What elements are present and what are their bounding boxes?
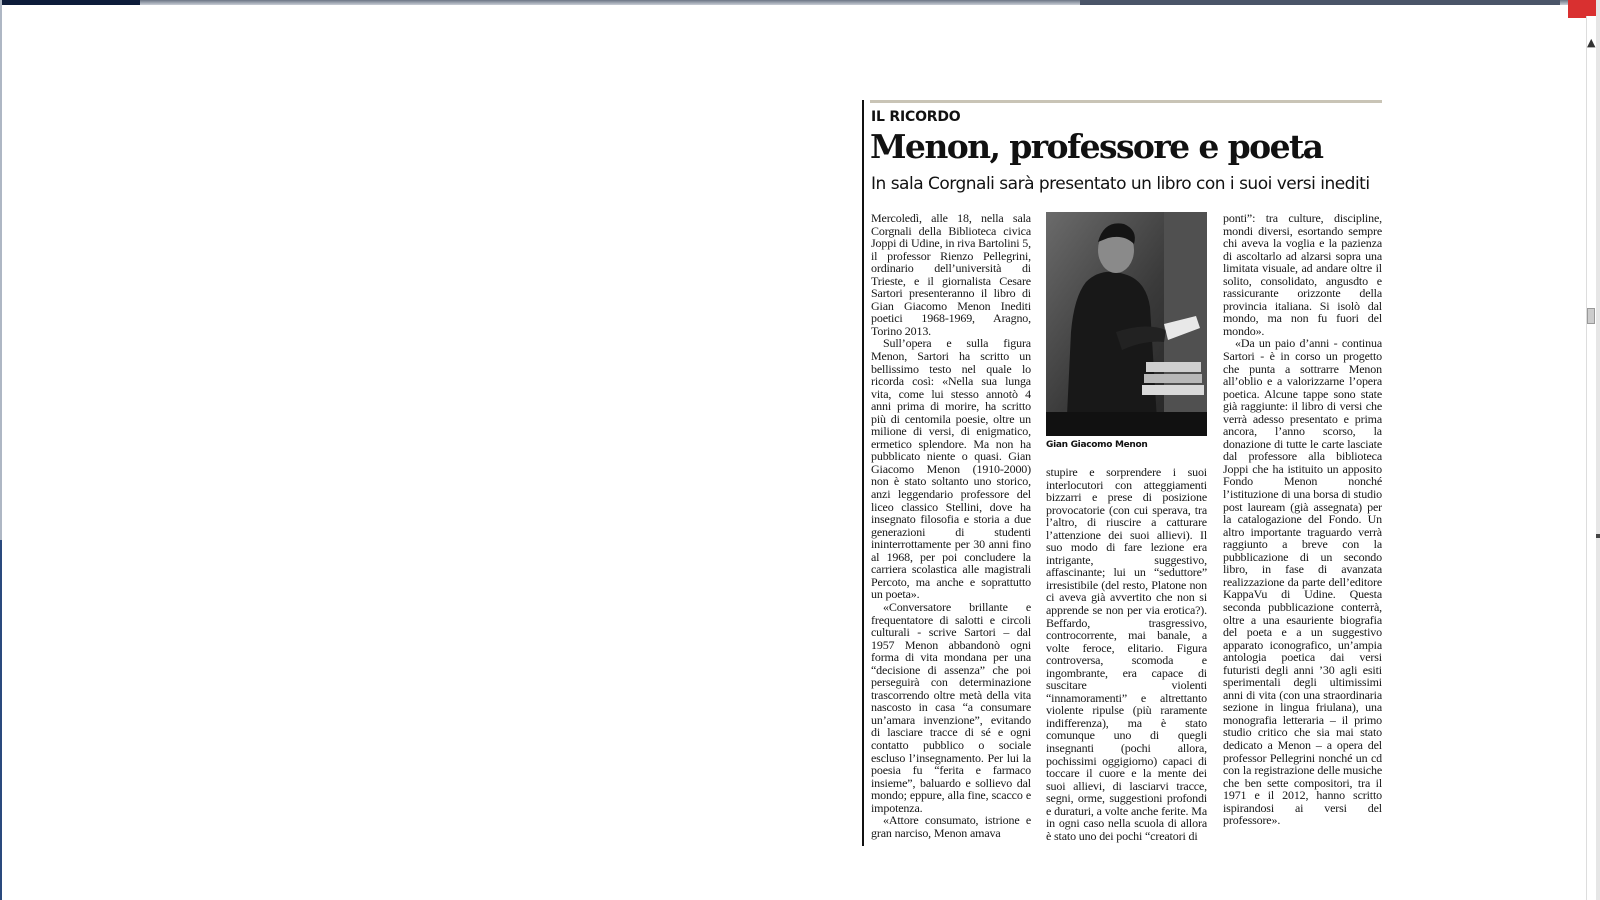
article-column-3 [1223,212,1382,848]
article-top-rule [870,100,1382,103]
article-kicker: IL RICORDO [871,109,961,125]
right-window-edge [1596,0,1600,900]
column-1-paragraph: «Conversatore brillante e frequentatore di salotti e circoli culturali - scrive Sartori – dal 1957 Menon abbandonò ogni forma di vita mondana per una “decisione di assenza” che poi perseguirà con determinazione trascorrendo oltre metà della vita nascosto in casa “a consumare un’amara invenzione”, evitando di lasciare tracce di sé e ogni contatto pubblico o sociale escluso l’insegnamento. Per lui la poesia fu “ferita e farmaco insieme”, baluardo e sollievo dal mondo; eppure, alla fine, scacco e impotenza. [871,599,1031,815]
article-column-2 [1046,466,1207,848]
article-headline: Menon, professore e poeta [870,127,1323,166]
portrait-photo [1046,212,1207,436]
top-bar-mid-segment [1080,0,1560,5]
right-edge-tick [1596,534,1600,538]
column-1-paragraph: Sull’opera e sulla figura Menon, Sartori ha scritto un bellissimo testo nel quale lo ricorda così: «Nella sua lunga vita, come lui stesso annotò 4 anni prima di morire, ha scritto più di centomila poesie, oltre un milione di versi, di enigmatico, ermetico splendore. Ma non ha pubblicato niente o quasi. Gian Giacomo Menon (1910-2000) non è stato soltanto uno storico, anzi leggendario professore del liceo classico Stellini, dove ha insegnato filosofia e storia a due generazioni di studenti ininterrottamente per 30 anni fino al 1968, per poi concludere la carriera scolastica alle magistrali Percoto, ma anche e soprattutto un poeta». [871,336,1031,602]
article-column-1 [871,212,1031,848]
portrait-photo-image [1046,212,1207,436]
article-left-rule [862,100,864,846]
column-3-paragraph: «Da un paio d’anni - continua Sartori - è in corso un progetto che punta a sottrarre Menon all’oblio e a valorizzarne l’opera poetica. Alcune tappe sono state già raggiunte: il libro di versi che verrà adesso presentato e prima ancora, l’anno scorso, la donazione di tutte le carte lasciate dal professore alla biblioteca Joppi che ha istituito un apposito Fondo Menon nonché l’istituzione di una borsa di studio post lauream (già assegnata) per la catalogazione del Fondo. Un altro importante traguardo verrà raggiunto a breve con la pubblicazione di un secondo libro, in fase di avanzata realizzazione da parte dell’editore KappaVu di Udine. Questa seconda pubblicazione conterrà, oltre a una esauriente biografia del poeta e a un suggestivo apparato iconografico, un’ampia antologia poetica dai versi futuristi degli anni ’30 agli esiti sperimentali degli ultimissimi anni di vita (con una straordinaria sezione in lingua friulana), una monografia letteraria – il primo studio critico che sia mai stato dedicato a Menon – a opera del professor Pellegrini nonché un cd con la registrazione delle musiche che ben sette compositori, tra il 1971 e il 2012, hanno scritto ispirandosi ai versi del professore». [1223,336,1382,828]
column-2-paragraph: stupire e sorprendere i suoi interlocutori con atteggiamenti bizzarri e prese di posizione provocatorie (con cui sperava, tra l’altro, di riuscire a catturare l’attenzione dei suoi allievi). Il suo modo di fare lezione era intrigante, suggestivo, affascinante; lui un “seduttore” irresistibile (del resto, Platone non ci aveva già avvertito che non si apprende se non per via erotica?). Beffardo, trasgressivo, controcorrente, mai banale, a volte feroce, elitario. Figura controversa, scomoda e ingombrante, era capace di suscitare violenti “innamoramenti” e altrettanto violente ripulse (più raramente indifferenza), ma è stato comunque uno di quegli insegnanti (pochi allora, pochissimi oggigiorno) capaci di toccare il cuore e la mente dei suoi allievi, di lasciarvi tracce, segni, orme, suggestioni profondi e duraturi, a volte anche ferite. Ma in ogni caso nella scuola di allora è stato uno dei pochi “creatori di [1046,466,1207,843]
left-window-edge [0,0,2,900]
scroll-thumb[interactable] [1587,308,1595,324]
article-subheadline: In sala Corgnali sarà presentato un libro con i suoi versi inediti [871,174,1370,194]
column-3-paragraph: ponti”: tra culture, discipline, mondi diversi, esortando sempre chi aveva la voglia e la pazienza di ascoltarlo ad alzarsi sopra una limitata visuale, ad andare oltre il solito, consolidato, angusdto e rassicurante orizzonte della provincia italiana. Si isolò dal mondo, ma non fu fuori del mondo». [1223,212,1382,338]
window-top-bar [0,0,1600,5]
column-1-paragraph: «Attore consumato, istrione e gran narciso, Menon amava [871,813,1031,840]
photo-caption: Gian Giacomo Menon [1046,440,1148,450]
scroll-up-icon[interactable]: ▲ [1587,36,1596,49]
left-edge-dark-segment [0,540,2,900]
top-bar-dark-segment [0,0,140,5]
column-1-paragraph: Mercoledì, alle 18, nella sala Corgnali della Biblioteca civica Joppi di Udine, in riva Bartolini 5, il professor Rienzo Pellegrini, ordinario dell’università di Trieste, e il giornalista Cesare Sartori presenteranno il libro di Gian Giacomo Menon Inediti poetici 1968-1969, Aragno, Torino 2013. [871,212,1031,338]
